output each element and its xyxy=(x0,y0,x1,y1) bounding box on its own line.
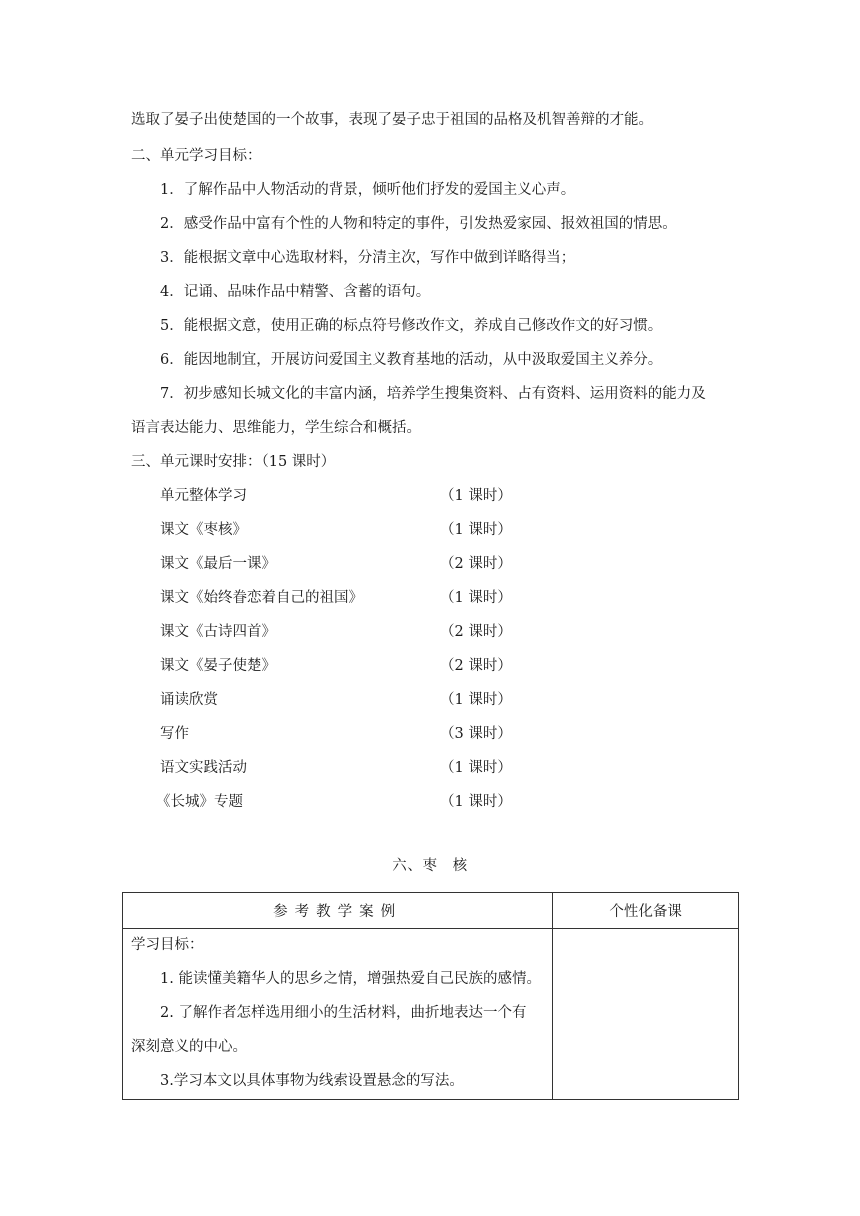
objective-item: 3.学习本文以具体事物为线索设置悬念的写法。 xyxy=(160,1073,464,1089)
schedule-item-name: 课文《古诗四首》 xyxy=(160,624,276,640)
schedule-item-name: 语文实践活动 xyxy=(160,760,247,776)
section-heading-schedule: 三、单元课时安排：（15 课时） xyxy=(131,454,336,470)
schedule-item-hours: （2 课时） xyxy=(440,658,512,674)
objective-item-continuation: 深刻意义的中心。 xyxy=(131,1039,247,1055)
intro-paragraph: 选取了晏子出使楚国的一个故事，表现了晏子忠于祖国的品格及机智善辩的才能。 xyxy=(131,112,653,128)
schedule-item-name: 课文《枣核》 xyxy=(160,522,247,538)
goal-item: 5．能根据文意，使用正确的标点符号修改作文，养成自己修改作文的好习惯。 xyxy=(160,318,663,334)
schedule-item-hours: （1 课时） xyxy=(440,522,512,538)
schedule-item-hours: （1 课时） xyxy=(440,692,512,708)
schedule-item-hours: （2 课时） xyxy=(440,624,512,640)
schedule-item-hours: （1 课时） xyxy=(440,794,512,810)
table-header-row xyxy=(123,893,739,929)
schedule-item-name: 诵读欣赏 xyxy=(160,692,218,708)
goal-item: 1．了解作品中人物活动的背景，倾听他们抒发的爱国主义心声。 xyxy=(160,182,576,198)
schedule-item-name: 课文《始终眷恋着自己的祖国》 xyxy=(160,590,363,606)
header-reference-case: 参考教学案例 xyxy=(123,893,553,929)
goal-item-continuation: 语言表达能力、思维能力，学生综合和概括。 xyxy=(131,420,421,436)
goal-item: 4．记诵、品味作品中精警、含蓄的语句。 xyxy=(160,284,431,300)
objective-item: 2. 了解作者怎样选用细小的生活材料，曲折地表达一个有 xyxy=(160,1005,527,1021)
schedule-item-hours: （1 课时） xyxy=(440,488,512,504)
schedule-item-hours: （1 课时） xyxy=(440,760,512,776)
schedule-item-hours: （1 课时） xyxy=(440,590,512,606)
table-row xyxy=(123,929,739,1100)
schedule-item-name: 课文《最后一课》 xyxy=(160,556,276,572)
schedule-item-name: 《长城》专题 xyxy=(156,794,243,810)
lesson-content-cell xyxy=(123,929,553,1100)
schedule-item-name: 单元整体学习 xyxy=(160,488,247,504)
header-personalized-prep: 个性化备课 xyxy=(553,893,739,929)
schedule-item-name: 课文《晏子使楚》 xyxy=(160,658,276,674)
goal-item: 7．初步感知长城文化的丰富内涵，培养学生搜集资料、占有资料、运用资料的能力及 xyxy=(160,386,706,402)
schedule-item-hours: （2 课时） xyxy=(440,556,512,572)
goal-item: 2．感受作品中富有个性的人物和特定的事件，引发热爱家园、报效祖国的情思。 xyxy=(160,216,677,232)
goal-item: 3．能根据文章中心选取材料，分清主次，写作中做到详略得当； xyxy=(160,250,576,266)
lesson-plan-table xyxy=(122,892,739,1100)
schedule-item-name: 写作 xyxy=(160,726,189,742)
goal-item: 6．能因地制宜，开展访问爱国主义教育基地的活动，从中汲取爱国主义养分。 xyxy=(160,352,663,368)
personalized-prep-cell xyxy=(553,929,739,1100)
objective-item: 1. 能读懂美籍华人的思乡之情，增强热爱自己民族的感情。 xyxy=(160,971,541,987)
lesson-title: 六、枣 核 xyxy=(392,858,468,874)
schedule-item-hours: （3 课时） xyxy=(440,726,512,742)
section-heading-goals: 二、单元学习目标： xyxy=(131,148,262,164)
objectives-label: 学习目标： xyxy=(131,937,204,953)
